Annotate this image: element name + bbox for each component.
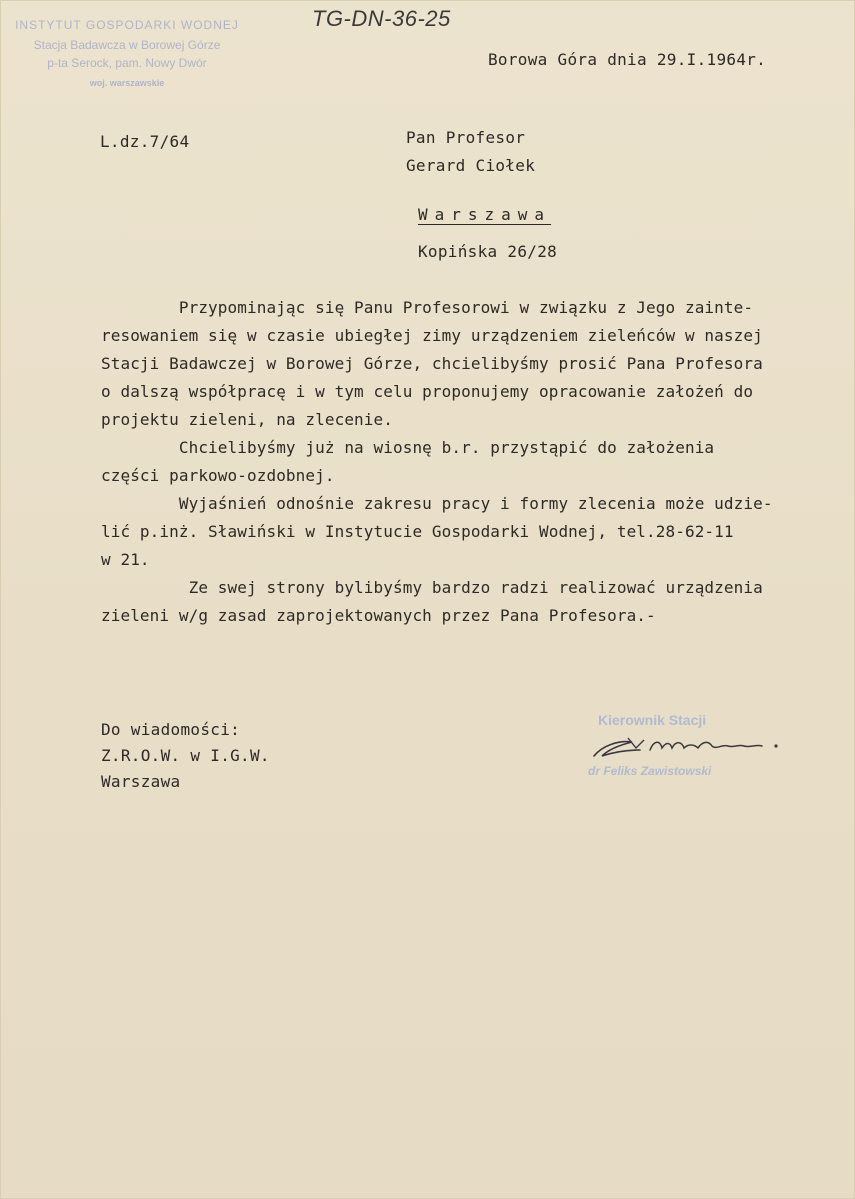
recipient-city: Warszawa — [418, 205, 552, 224]
cc-line-1: Z.R.O.W. w I.G.W. — [101, 746, 270, 765]
body-line: projektu zieleni, na zlecenie. — [101, 410, 393, 429]
signature-stamp-name: dr Feliks Zawistowski — [588, 764, 712, 778]
recipient-title: Pan Profesor — [406, 128, 526, 147]
body-line: o dalszą współpracę i w tym celu proponujemy opracowanie założeń do — [101, 382, 754, 401]
stamp-line-station: Stacja Badawcza w Borowej Górze — [33, 38, 221, 52]
archive-code: TG-DN-36-25 — [312, 6, 451, 31]
reference-number: L.dz.7/64 — [100, 132, 190, 151]
body-line: Chcielibyśmy już na wiosnę b.r. przystąpić do założenia — [101, 438, 715, 457]
stamp-line-region: woj. warszawskie — [89, 78, 165, 88]
body-line: Przypominając się Panu Profesorowi w związku z Jego zainte- — [101, 298, 754, 317]
body-line: w 21. — [101, 550, 150, 569]
recipient-street: Kopińska 26/28 — [418, 242, 558, 261]
body-line: Stacji Badawczej w Borowej Górze, chcielibyśmy prosić Pana Profesora — [101, 354, 763, 373]
body-line: Ze swej strony bylibyśmy bardzo radzi realizować urządzenia — [101, 578, 763, 597]
recipient-name: Gerard Ciołek — [406, 156, 536, 175]
body-line: resowaniem się w czasie ubiegłej zimy urządzeniem zieleńców w naszej — [101, 326, 763, 345]
cc-line-2: Warszawa — [101, 772, 181, 791]
place-date: Borowa Góra dnia 29.I.1964r. — [488, 50, 767, 69]
cc-heading: Do wiadomości: — [101, 720, 241, 739]
stamp-line-institute: INSTYTUT GOSPODARKI WODNEJ — [15, 18, 239, 32]
body-line: zieleni w/g zasad zaprojektowanych przez Pana Profesora.- — [101, 606, 656, 625]
body-line: lić p.inż. Sławiński w Instytucie Gospodarki Wodnej, tel.28-62-11 — [101, 522, 734, 541]
signature-stamp-title: Kierownik Stacji — [598, 712, 707, 728]
body-line: części parkowo-ozdobnej. — [101, 466, 335, 485]
body-line: Wyjaśnień odnośnie zakresu pracy i formy zlecenia może udzie- — [101, 494, 773, 513]
stamp-line-post: p-ta Serock, pam. Nowy Dwór — [47, 56, 207, 70]
